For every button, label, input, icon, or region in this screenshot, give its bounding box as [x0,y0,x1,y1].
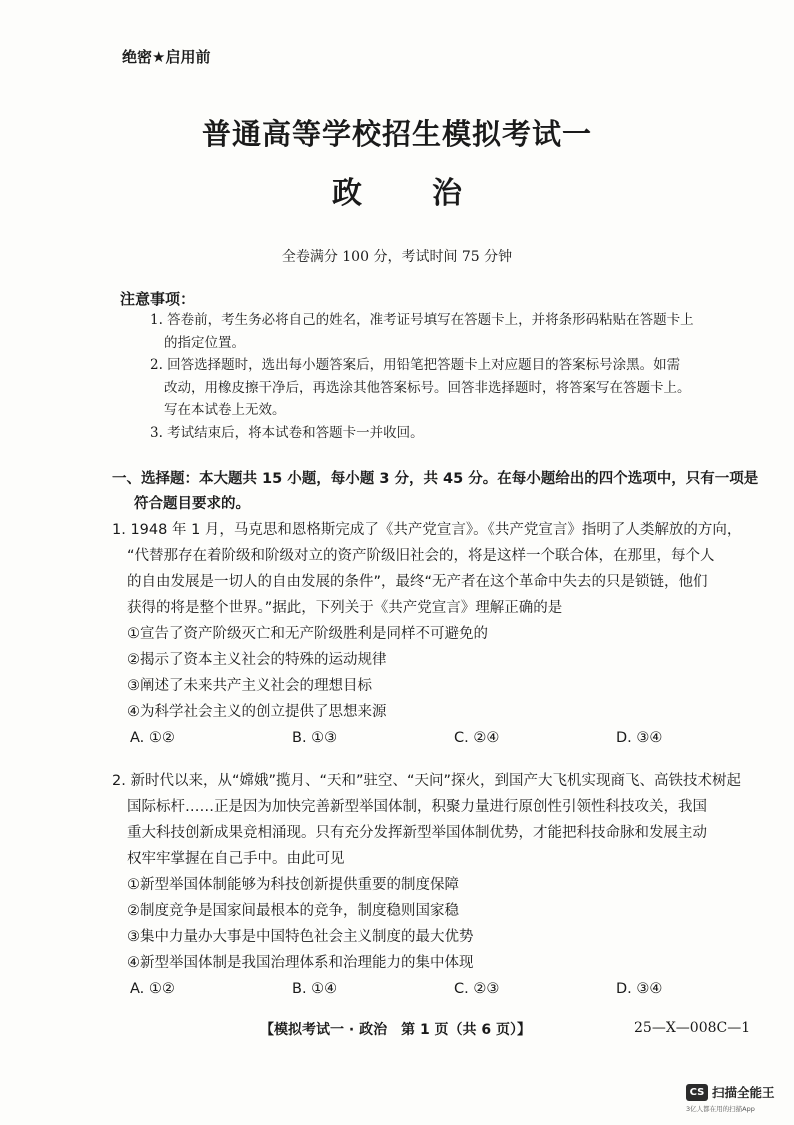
exam-title: 普通高等学校招生模拟考试一 [201,117,592,151]
subject-title [0,168,794,212]
notice-heading: 注意事项： [120,290,196,308]
page-footer: 【模拟考试一 · 政治 第 1 页（共 6 页）】 [260,1022,532,1038]
scanner-logo-icon: CS [686,1084,708,1101]
question-1 [112,517,782,751]
question-stem: 重大科技创新成果竞相涌现。只有充分发挥新型举国体制优势，才能把科技命脉和发展主动 [127,825,707,841]
answer-choices [112,976,782,1002]
notice-item: 3. 考试结束后，将本试卷和答题卡一并收回。 [150,424,424,441]
choice-b: B. ①③ [292,730,338,746]
choice-a: A. ①② [130,730,175,746]
subject-char-1: 政 [332,176,362,211]
exam-info: 全卷满分 100 分，考试时间 75 分钟 [281,249,513,265]
notice-item: 2. 回答选择题时，选出每小题答案后，用铅笔把答题卡上对应题目的答案标号涂黑。如需 [150,357,681,373]
question-2 [112,768,782,1002]
section-line: 一、选择题：本大题共 15 小题，每小题 3 分，共 45 分。在每小题给出的四个选项中，只有一项是 [112,471,759,487]
statement-3: ③阐述了未来共产主义社会的理想目标 [127,678,372,694]
notice-item-cont: 的指定位置。 [164,334,245,351]
notice-item: 1. 答卷前，考生务必将自己的姓名，准考证号填写在答题卡上，并将条形码粘贴在答题卡上 [150,312,694,328]
choice-c: C. ②④ [454,730,500,746]
question-stem: 1. 1948 年 1 月，马克思和恩格斯完成了《共产党宣言》。《共产党宣言》指明了人类解放的方向， [112,522,742,538]
question-stem: 获得的将是整个世界。”据此，下列关于《共产党宣言》理解正确的是 [127,600,563,616]
exam-code: 25—X—008C—1 [634,1020,751,1036]
scanner-tagline: 3亿人都在用的扫描App [686,1105,755,1113]
choice-a: A. ①② [130,981,175,997]
statement-4: ④为科学社会主义的创立提供了思想来源 [127,704,387,720]
scanner-name: 扫描全能王 [712,1085,775,1100]
confidential-mark: 绝密★启用前 [122,48,211,66]
choice-d: D. ③④ [616,981,663,997]
notice-item-cont: 改动，用橡皮擦干净后，再选涂其他答案标号。回答非选择题时，将答案写在答题卡上。 [164,379,691,396]
scanner-watermark [686,1083,775,1101]
subject-char-2: 治 [432,176,462,211]
choice-c: C. ②③ [454,981,500,997]
choice-d: D. ③④ [616,730,663,746]
statement-1: ①新型举国体制能够为科技创新提供重要的制度保障 [127,877,459,893]
statement-4: ④新型举国体制是我国治理体系和治理能力的集中体现 [127,955,474,971]
question-stem: 的自由发展是一切人的自由发展的条件”，最终“无产者在这个革命中失去的只是锁链，他们 [127,574,708,590]
section-line: 符合题目要求的。 [134,496,250,512]
question-stem: “代替那存在着阶级和阶级对立的资产阶级旧社会的，将是这样一个联合体，在那里，每个人 [127,548,715,564]
statement-2: ②揭示了资本主义社会的特殊的运动规律 [127,652,387,668]
question-stem: 国际标杆……正是因为加快完善新型举国体制，积聚力量进行原创性引领性科技攻关，我国 [127,799,707,815]
question-stem: 权牢牢掌握在自己手中。由此可见 [127,851,345,867]
statement-1: ①宣告了资产阶级灭亡和无产阶级胜利是同样不可避免的 [127,626,488,642]
notice-list [150,309,780,444]
answer-choices [112,725,782,751]
choice-b: B. ①④ [292,981,338,997]
section-heading [112,467,772,517]
notice-item-cont: 写在本试卷上无效。 [164,402,286,418]
statement-3: ③集中力量办大事是中国特色社会主义制度的最大优势 [127,929,474,945]
statement-2: ②制度竞争是国家间最根本的竞争，制度稳则国家稳 [127,903,459,919]
question-stem: 2. 新时代以来，从“嫦娥”揽月、“天和”驻空、“天问”探火，到国产大飞机实现商飞、高铁技术树起 [112,773,742,789]
